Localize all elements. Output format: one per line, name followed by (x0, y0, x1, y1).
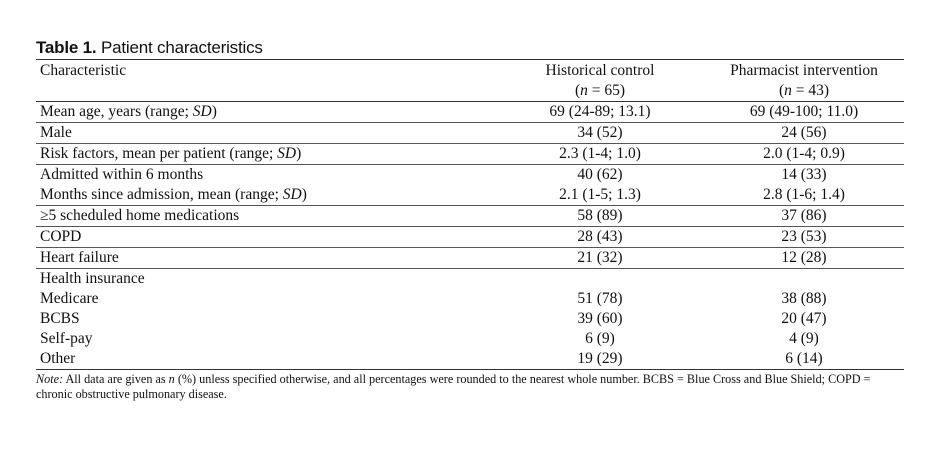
cell-medicare-intervention: 38 (88) (781, 290, 827, 307)
header-pharmacist-intervention (704, 60, 904, 102)
table-row-medicare (36, 289, 904, 309)
cell-bcbs-intervention: 20 (47) (781, 310, 827, 327)
table-note-text-2: (%) unless specified otherwise, and all percentages were rounded to the nearest whole number. BCBS = Blue Cross and Blue Shield; COPD = chronic obstructive pulmonary disease. (36, 372, 871, 401)
table-note (36, 372, 904, 402)
header-historical-control (496, 60, 704, 102)
cell-male-control: 34 (52) (496, 123, 704, 144)
header-col1-paren-open: ( (574, 82, 581, 99)
row-label-medications: ≥5 scheduled home medications (36, 206, 496, 227)
patient-characteristics-table (36, 59, 904, 370)
cell-selfpay-intervention: 4 (9) (789, 330, 819, 347)
row-label-months-sd: SD (282, 186, 302, 203)
table-row-heart-failure (36, 248, 904, 269)
cell-admitted-intervention: 14 (33) (704, 165, 904, 186)
row-label-medicare: Medicare (40, 290, 99, 307)
table-header-row (36, 60, 904, 102)
cell-meds-control: 58 (89) (496, 206, 704, 227)
row-label-age-sd: SD (192, 103, 212, 120)
row-label-health-insurance: Health insurance (36, 269, 496, 290)
table-row-months-since-admission (36, 185, 904, 206)
table-row-other (36, 349, 904, 370)
table-caption-label: Table 1. (36, 38, 97, 57)
row-label-risk-close: ) (296, 145, 302, 162)
cell-hf-intervention: 12 (28) (704, 248, 904, 269)
row-label-months-close: ) (301, 186, 307, 203)
cell-risk-control: 2.3 (1-4; 1.0) (496, 144, 704, 165)
table-caption-title: Patient characteristics (100, 38, 263, 57)
cell-age-control: 69 (24-89; 13.1) (496, 102, 704, 123)
cell-risk-intervention: 2.0 (1-4; 0.9) (704, 144, 904, 165)
table-row-medications (36, 206, 904, 227)
table-caption (36, 38, 904, 59)
row-label-risk-sd: SD (277, 145, 297, 162)
cell-bcbs-control: 39 (60) (577, 310, 623, 327)
table-row-admitted (36, 165, 904, 186)
header-col1-n-var: n (580, 82, 588, 99)
cell-age-intervention: 69 (49-100; 11.0) (704, 102, 904, 123)
table-row-copd (36, 227, 904, 248)
table-figure (36, 38, 904, 402)
cell-insurance-control (496, 269, 704, 290)
cell-meds-intervention: 37 (86) (704, 206, 904, 227)
table-row-bcbs (36, 309, 904, 329)
header-col2-n-value: = 43) (791, 82, 830, 99)
row-label-other: Other (40, 350, 76, 367)
cell-selfpay-control: 6 (9) (585, 330, 615, 347)
cell-admitted-control: 40 (62) (496, 165, 704, 186)
table-note-text-1: All data are given as (63, 372, 169, 386)
header-characteristic: Characteristic (40, 62, 127, 79)
cell-months-intervention: 2.8 (1-6; 1.4) (763, 186, 845, 203)
header-col1-n-value: = 65) (587, 82, 626, 99)
header-pharmacist-intervention-name: Pharmacist intervention (730, 62, 878, 79)
table-row-age (36, 102, 904, 123)
table-row-male (36, 123, 904, 144)
row-label-bcbs: BCBS (40, 310, 80, 327)
cell-other-intervention: 6 (14) (785, 350, 823, 367)
header-historical-control-name: Historical control (545, 62, 655, 79)
row-label-male: Male (36, 123, 496, 144)
table-note-n-var: n (168, 372, 175, 386)
row-label-heart-failure: Heart failure (36, 248, 496, 269)
cell-copd-intervention: 23 (53) (704, 227, 904, 248)
table-row-self-pay (36, 329, 904, 349)
row-label-risk-factors (36, 144, 496, 165)
row-label-admitted: Admitted within 6 months (36, 165, 496, 186)
row-label-risk-text: Risk factors, mean per patient (range; (40, 145, 278, 162)
cell-months-control: 2.1 (1-5; 1.3) (559, 186, 641, 203)
row-label-self-pay: Self-pay (40, 330, 93, 347)
cell-insurance-intervention (704, 269, 904, 290)
row-label-age-close: ) (211, 103, 217, 120)
cell-copd-control: 28 (43) (496, 227, 704, 248)
table-row-health-insurance (36, 269, 904, 290)
row-label-age-text: Mean age, years (range; (40, 103, 193, 120)
cell-other-control: 19 (29) (577, 350, 623, 367)
row-label-months-text: Months since admission, mean (range; (40, 186, 283, 203)
cell-hf-control: 21 (32) (496, 248, 704, 269)
header-pharmacist-intervention-n (708, 81, 900, 101)
table-note-prefix: Note: (36, 372, 64, 386)
row-label-age (36, 102, 496, 123)
header-col2-paren-open: ( (778, 82, 785, 99)
table-row-risk-factors (36, 144, 904, 165)
header-col2-n-var: n (784, 82, 792, 99)
cell-medicare-control: 51 (78) (577, 290, 623, 307)
row-label-months (36, 185, 496, 206)
row-label-copd: COPD (36, 227, 496, 248)
header-historical-control-n (500, 81, 700, 101)
cell-male-intervention: 24 (56) (704, 123, 904, 144)
